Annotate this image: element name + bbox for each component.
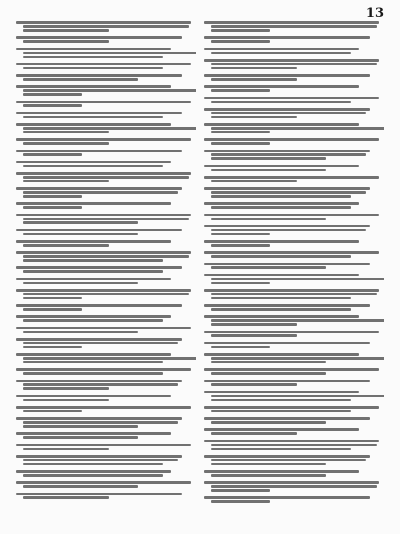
text-line — [204, 48, 359, 51]
text-line — [204, 108, 370, 111]
text-line — [16, 278, 171, 281]
text-line — [204, 440, 379, 443]
text-line — [211, 383, 297, 386]
directory-entry — [16, 201, 196, 210]
text-line — [211, 116, 297, 119]
text-line — [211, 459, 366, 462]
directory-entry — [16, 325, 196, 334]
text-line — [16, 36, 182, 39]
text-line — [204, 331, 379, 334]
text-line — [23, 40, 109, 43]
text-line — [211, 485, 377, 488]
directory-entry — [204, 201, 384, 210]
text-line — [211, 191, 366, 194]
directory-entry — [204, 58, 384, 71]
text-line — [211, 233, 270, 236]
text-line — [211, 474, 326, 477]
text-line — [211, 195, 351, 198]
right-column — [204, 20, 384, 524]
directory-entry — [16, 491, 196, 500]
text-line — [211, 334, 297, 337]
text-line — [211, 78, 297, 81]
directory-entry — [16, 431, 196, 440]
text-line — [16, 455, 182, 458]
directory-entry — [16, 137, 196, 146]
directory-entry — [204, 416, 384, 425]
text-line — [23, 282, 138, 285]
text-line — [211, 180, 297, 183]
text-line — [23, 165, 163, 168]
text-line — [16, 338, 182, 341]
text-line — [204, 368, 379, 371]
text-line — [23, 206, 82, 209]
text-line — [16, 251, 191, 254]
text-line — [16, 85, 171, 88]
directory-entry — [16, 148, 196, 157]
text-line — [211, 448, 351, 451]
text-line — [204, 97, 379, 100]
directory-entry — [16, 314, 196, 323]
text-line — [23, 383, 178, 386]
text-line — [211, 293, 377, 296]
text-line — [23, 255, 189, 258]
text-line — [16, 101, 191, 104]
text-line — [204, 176, 379, 179]
text-line — [204, 59, 379, 62]
directory-entry — [204, 261, 384, 270]
text-line — [23, 29, 109, 32]
text-line — [211, 142, 270, 145]
text-line — [204, 85, 359, 88]
text-line — [204, 240, 359, 243]
text-line — [211, 500, 270, 503]
text-line — [16, 493, 182, 496]
text-line — [16, 240, 171, 243]
text-line — [211, 346, 270, 349]
text-line — [16, 112, 182, 115]
directory-entry — [204, 35, 384, 44]
directory-entry — [204, 469, 384, 478]
text-line — [23, 331, 138, 334]
text-line — [211, 255, 351, 258]
text-line — [204, 380, 370, 383]
text-line — [211, 463, 326, 466]
text-line — [204, 138, 379, 141]
text-line — [23, 153, 82, 156]
text-line — [16, 138, 191, 141]
text-line — [16, 266, 182, 269]
text-line — [23, 89, 196, 92]
text-line — [211, 308, 351, 311]
text-line — [23, 131, 109, 134]
text-line — [16, 304, 182, 307]
directory-entry — [204, 250, 384, 259]
text-line — [211, 278, 384, 281]
directory-entry — [16, 35, 196, 44]
directory-entry — [16, 416, 196, 429]
directory-entry — [204, 314, 384, 327]
directory-entry — [204, 454, 384, 467]
directory-entry — [16, 405, 196, 414]
text-line — [211, 372, 326, 375]
text-line — [211, 169, 326, 172]
text-line — [211, 432, 297, 435]
text-line — [211, 67, 297, 70]
text-line — [211, 131, 270, 134]
text-line — [204, 470, 359, 473]
directory-entry — [204, 239, 384, 248]
text-line — [23, 308, 82, 311]
directory-entry — [16, 186, 196, 199]
text-line — [204, 353, 359, 356]
text-line — [23, 221, 138, 224]
directory-entry — [16, 352, 196, 365]
directory-entry — [204, 390, 384, 403]
text-line — [23, 361, 163, 364]
text-line — [16, 48, 171, 51]
directory-entry — [204, 341, 384, 350]
text-line — [23, 52, 196, 55]
text-line — [211, 489, 270, 492]
directory-entry — [16, 454, 196, 467]
directory-entry — [204, 303, 384, 312]
directory-entry — [16, 367, 196, 376]
text-line — [16, 229, 182, 232]
directory-entry — [204, 107, 384, 120]
text-line — [211, 282, 270, 285]
directory-entry — [16, 84, 196, 97]
directory-entry — [16, 159, 196, 168]
directory-entry — [204, 175, 384, 184]
text-line — [204, 455, 370, 458]
text-line — [23, 357, 196, 360]
directory-entry — [204, 186, 384, 199]
text-line — [211, 357, 384, 360]
text-line — [211, 218, 326, 221]
text-line — [23, 319, 163, 322]
text-line — [23, 459, 178, 462]
text-line — [211, 40, 270, 43]
text-line — [23, 191, 178, 194]
text-line — [23, 346, 82, 349]
page-number: 13 — [365, 6, 384, 21]
directory-entry — [16, 239, 196, 248]
text-line — [23, 233, 138, 236]
columns — [16, 20, 384, 524]
text-line — [211, 229, 366, 232]
text-line — [211, 157, 326, 160]
text-line — [16, 63, 191, 66]
text-line — [211, 361, 326, 364]
text-line — [211, 395, 384, 398]
directory-entry — [16, 46, 196, 59]
text-line — [211, 297, 351, 300]
text-line — [204, 187, 370, 190]
text-line — [23, 463, 163, 466]
text-line — [23, 342, 178, 345]
text-line — [211, 89, 270, 92]
directory-entry — [204, 329, 384, 338]
text-line — [211, 319, 384, 322]
text-line — [23, 410, 82, 413]
text-line — [211, 323, 297, 326]
text-line — [16, 21, 191, 24]
text-line — [204, 202, 359, 205]
text-line — [211, 101, 351, 104]
text-line — [16, 481, 191, 484]
directory-entry — [16, 99, 196, 108]
directory-entry — [16, 276, 196, 285]
directory-entry — [204, 212, 384, 221]
text-line — [211, 266, 326, 269]
text-line — [211, 127, 384, 130]
text-line — [23, 176, 189, 179]
text-line — [204, 274, 359, 277]
directory-entry — [204, 95, 384, 104]
directory-entry — [16, 111, 196, 120]
text-line — [16, 150, 182, 153]
text-line — [23, 93, 82, 96]
text-line — [204, 74, 370, 77]
text-line — [23, 180, 109, 183]
directory-entry — [204, 20, 384, 33]
text-line — [204, 21, 379, 24]
directory-entry — [16, 337, 196, 350]
text-line — [16, 395, 171, 398]
directory-entry — [204, 367, 384, 376]
text-line — [204, 263, 370, 266]
directory-entry — [16, 480, 196, 489]
directory-entry — [16, 227, 196, 236]
directory-entry — [16, 62, 196, 71]
text-line — [23, 425, 138, 428]
text-line — [23, 259, 163, 262]
text-line — [204, 304, 370, 307]
directory-entry — [204, 495, 384, 504]
text-line — [16, 202, 171, 205]
directory-entry — [204, 427, 384, 436]
directory-entry — [204, 148, 384, 161]
text-line — [23, 78, 138, 81]
text-line — [23, 67, 163, 70]
text-line — [16, 417, 182, 420]
text-line — [204, 150, 370, 153]
directory-entry — [204, 273, 384, 286]
text-line — [23, 25, 189, 28]
text-line — [204, 428, 359, 431]
directory-entry — [16, 265, 196, 274]
text-line — [16, 444, 191, 447]
text-line — [23, 421, 178, 424]
text-line — [16, 214, 191, 217]
text-line — [204, 251, 379, 254]
directory-entry — [204, 84, 384, 93]
text-line — [211, 112, 366, 115]
directory-entry — [204, 288, 384, 301]
text-line — [23, 297, 82, 300]
text-line — [204, 417, 370, 420]
text-line — [204, 481, 379, 484]
directory-entry — [204, 137, 384, 146]
text-line — [16, 353, 171, 356]
directory-entry — [16, 212, 196, 225]
text-line — [16, 470, 171, 473]
text-line — [23, 56, 163, 59]
directory-entry — [16, 378, 196, 391]
text-line — [204, 165, 359, 168]
text-line — [23, 387, 109, 390]
text-line — [16, 187, 182, 190]
text-line — [23, 399, 109, 402]
text-line — [16, 74, 182, 77]
text-line — [211, 399, 351, 402]
directory-entry — [204, 73, 384, 82]
text-line — [23, 485, 138, 488]
directory-entry — [16, 442, 196, 451]
text-line — [204, 315, 359, 318]
text-line — [211, 444, 377, 447]
text-line — [211, 206, 351, 209]
directory-entry — [16, 73, 196, 82]
text-line — [23, 142, 109, 145]
text-line — [23, 474, 163, 477]
text-line — [204, 214, 379, 217]
text-line — [211, 153, 366, 156]
left-column — [16, 20, 196, 524]
directory-entry — [204, 352, 384, 365]
text-line — [211, 25, 377, 28]
text-line — [23, 436, 138, 439]
text-line — [211, 52, 351, 55]
text-line — [16, 432, 171, 435]
directory-entry — [204, 122, 384, 135]
directory-entry — [204, 378, 384, 387]
text-line — [16, 315, 171, 318]
directory-entry — [16, 469, 196, 478]
text-line — [211, 29, 270, 32]
text-line — [23, 293, 189, 296]
directory-entry — [16, 171, 196, 184]
text-line — [16, 289, 191, 292]
directory-entry — [204, 405, 384, 414]
text-line — [23, 244, 109, 247]
text-line — [204, 289, 379, 292]
text-line — [23, 448, 109, 451]
text-line — [16, 380, 182, 383]
text-line — [16, 327, 191, 330]
text-line — [16, 368, 191, 371]
text-line — [23, 127, 196, 130]
text-line — [23, 218, 189, 221]
text-line — [211, 410, 351, 413]
text-line — [23, 270, 163, 273]
directory-entry — [204, 480, 384, 493]
directory-entry — [204, 438, 384, 451]
directory-entry — [16, 250, 196, 263]
text-line — [204, 123, 359, 126]
text-line — [23, 104, 82, 107]
directory-entry — [204, 163, 384, 172]
directory-entry — [16, 288, 196, 301]
text-line — [204, 391, 359, 394]
text-line — [211, 63, 377, 66]
text-line — [204, 342, 370, 345]
text-line — [211, 244, 270, 247]
text-line — [23, 195, 82, 198]
directory-entry — [16, 393, 196, 402]
directory-entry — [204, 224, 384, 237]
text-line — [23, 496, 109, 499]
text-line — [204, 406, 379, 409]
text-line — [204, 496, 370, 499]
text-line — [16, 161, 171, 164]
text-line — [16, 406, 191, 409]
text-line — [211, 421, 326, 424]
text-line — [16, 172, 191, 175]
text-line — [16, 123, 171, 126]
directory-entry — [16, 122, 196, 135]
directory-entry — [204, 46, 384, 55]
text-line — [23, 116, 163, 119]
directory-entry — [16, 20, 196, 33]
text-line — [23, 372, 163, 375]
directory-entry — [16, 303, 196, 312]
text-line — [204, 36, 370, 39]
text-line — [204, 225, 370, 228]
